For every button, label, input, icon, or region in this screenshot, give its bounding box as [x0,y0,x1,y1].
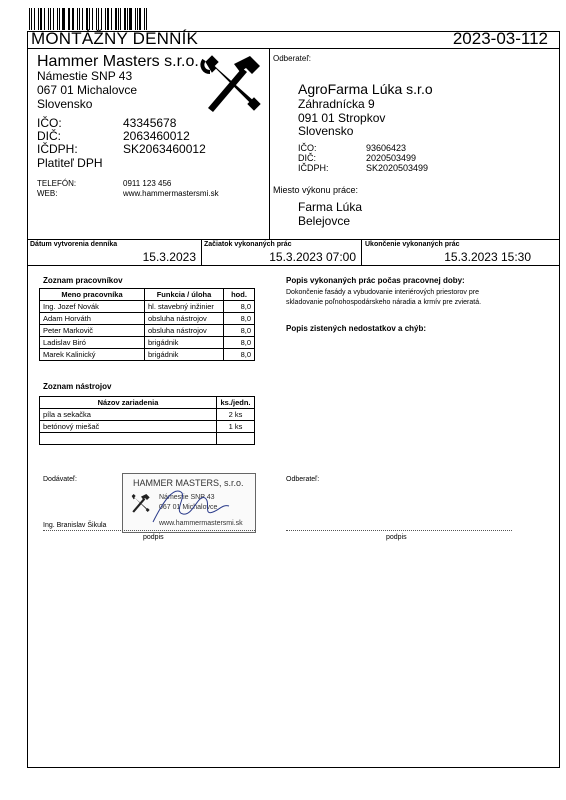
customer-street: Záhradnícka 9 [298,97,375,111]
customer-ico-label: IČO: [298,143,317,153]
supplier-dic-label: DIČ: [37,129,61,143]
created-date: 15.3.2023 [142,250,196,264]
supplier-street: Námestie SNP 43 [37,69,133,83]
company-stamp [122,473,256,533]
stamp-name: HAMMER MASTERS, s.r.o. [133,478,244,488]
divider [27,239,560,240]
supplier-signature-label: Dodávateľ: [43,476,77,483]
customer-signature-label: Odberateľ: [286,476,320,483]
customer-icdph: SK2020503499 [366,163,429,173]
supplier-signature-line [43,530,255,531]
supplier-ico-label: IČO: [37,116,62,130]
col-header: Názov zariadenia [40,397,217,409]
tools-title: Zoznam nástrojov [43,382,112,391]
supplier-phone-label: TELEFÓN: [37,179,77,188]
defects-title: Popis zistených nedostatkov a chýb: [286,324,427,333]
barcode [29,8,149,30]
worker-hours: 8,0 [224,301,255,313]
col-header: hod. [224,289,255,301]
tool-name [40,433,217,445]
end-datetime: 15.3.2023 15:30 [444,250,531,264]
worker-name: Ing. Jozef Novák [40,301,145,313]
handwritten-signature [143,482,233,528]
customer-sign-caption: podpis [386,534,407,541]
worker-name: Adam Horváth [40,313,145,325]
customer-country: Slovensko [298,124,354,138]
supplier-vat-payer: Platiteľ DPH [37,156,103,170]
col-header: Meno pracovníka [40,289,145,301]
supplier-signer: Ing. Branislav Šikula [43,522,107,529]
supplier-sign-caption: podpis [143,534,164,541]
worker-role: brigádnik [145,349,224,361]
end-label: Ukončenie vykonaných prác [365,241,460,248]
start-label: Začiatok vykonaných prác [204,241,292,248]
worker-role: obsluha nástrojov [145,325,224,337]
supplier-ico: 43345678 [123,116,177,130]
divider [361,239,362,265]
worker-hours: 8,0 [224,313,255,325]
table-row [40,409,255,421]
customer-dic-label: DIČ: [298,153,316,163]
customer-city: 091 01 Stropkov [298,111,386,125]
col-header: Funkcia / úloha [145,289,224,301]
workplace-label: Miesto výkonu práce: [273,185,359,195]
customer-ico: 93606423 [366,143,407,153]
divider [201,239,202,265]
customer-signature-line [286,530,512,531]
tool-qty: 1 ks [217,421,255,433]
work-line: Dokončenie fasády a vybudovanie interiérových priestorov pre [286,289,479,296]
workplace-line1: Farma Lúka [298,200,363,214]
customer-dic: 2020503499 [366,153,417,163]
worker-name: Ladislav Biró [40,337,145,349]
created-label: Dátum vytvorenia denníka [30,241,118,248]
table-row [40,421,255,433]
tool-qty [217,433,255,445]
customer-label: Odberateľ: [273,54,311,63]
worker-hours: 8,0 [224,325,255,337]
worker-role: obsluha nástrojov [145,313,224,325]
customer-icdph-label: IČDPH: [298,163,329,173]
worker-hours: 8,0 [224,337,255,349]
col-header: ks./jedn. [217,397,255,409]
divider [269,48,270,239]
stamp-city: 067 01 Michalovce [159,504,218,511]
table-row [40,325,255,337]
stamp-web: www.hammermastersmi.sk [159,520,243,527]
supplier-icdph-label: IČDPH: [37,142,78,156]
supplier-icdph: SK2063460012 [123,142,206,156]
document-title: MONTÁŽNY DENNÍK [31,29,199,48]
workers-table [39,288,255,361]
table-row [40,433,255,445]
worker-hours: 8,0 [224,349,255,361]
tool-name: píla a sekačka [40,409,217,421]
document-number: 2023-03-112 [452,29,548,48]
worker-name: Marek Kalinický [40,349,145,361]
start-datetime: 15.3.2023 07:00 [269,250,356,264]
supplier-phone: 0911 123 456 [123,179,172,188]
workers-title: Zoznam pracovníkov [43,276,123,285]
workplace-line2: Belejovce [298,214,351,228]
supplier-country: Slovensko [37,97,93,111]
work-line: skladovanie poľnohospodárskeho náradia a krmív pre zvieratá. [286,299,482,306]
supplier-web-label: WEB: [37,189,58,198]
hammer-wrench-cross-icon [198,52,264,114]
supplier-name: Hammer Masters s.r.o. [37,53,199,70]
stamp-street: Námestie SNP 43 [159,494,215,501]
worker-name: Peter Markovič [40,325,145,337]
tools-table [39,396,255,445]
work-title: Popis vykonaných prác počas pracovnej doby: [286,276,465,285]
worker-role: hl. stavebný inžinier [145,301,224,313]
table-row [40,349,255,361]
tool-name: betónový miešač [40,421,217,433]
tool-qty: 2 ks [217,409,255,421]
supplier-dic: 2063460012 [123,129,190,143]
supplier-city: 067 01 Michalovce [37,83,138,97]
supplier-web: www.hammermastersmi.sk [123,189,219,198]
divider [27,48,560,49]
table-row [40,337,255,349]
divider [27,265,560,266]
table-row [40,301,255,313]
customer-name: AgroFarma Lúka s.r.o [298,81,433,97]
table-row [40,313,255,325]
worker-role: brigádnik [145,337,224,349]
